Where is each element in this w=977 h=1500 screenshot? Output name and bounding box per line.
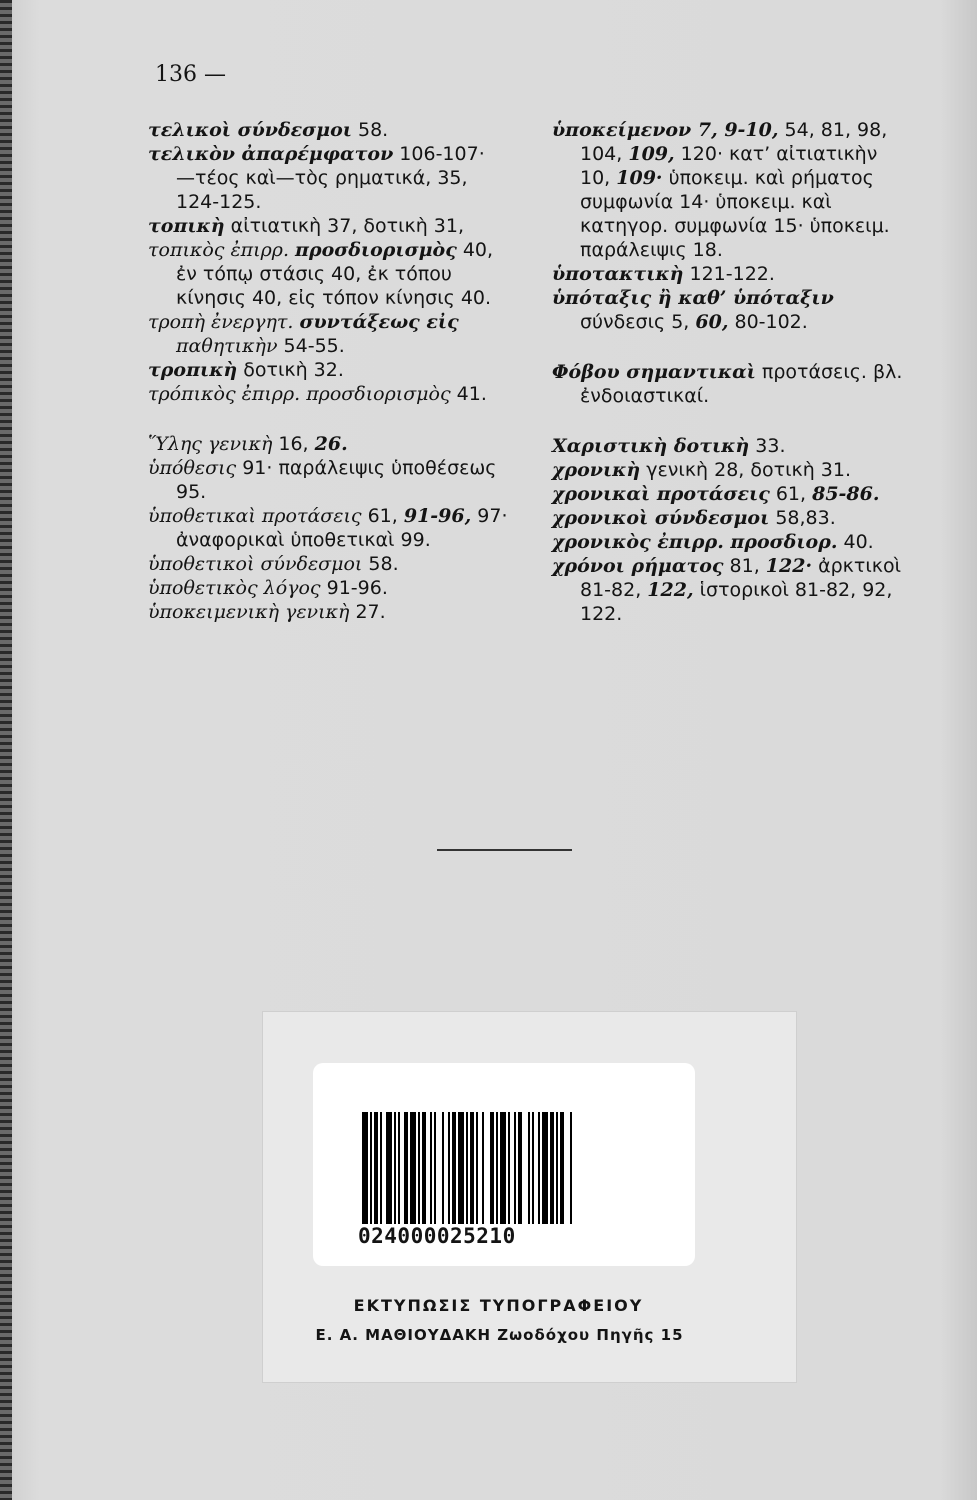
entry-term: τροπικὴ [148, 359, 238, 381]
index-entry [552, 286, 912, 334]
entry-term: ὑποθετικαὶ προτάσεις [148, 505, 362, 527]
entry-term-bold: συντάξεως εἰς [299, 311, 459, 333]
barcode-bar [452, 1112, 456, 1224]
entry-term: τελικὸν ἀπαρέμφατον [148, 143, 394, 165]
index-entry [552, 506, 912, 530]
entry-refs: 27. [349, 601, 386, 623]
entry-refs: 91· παράλειψις ὑποθέσεως 95. [176, 457, 497, 503]
entry-refs: 120· κατ’ αἰτιατικὴν 10, [580, 143, 878, 189]
entry-term: χρονικὸς ἐπιρρ. προσδιορ. [552, 531, 838, 553]
barcode-bar [500, 1112, 506, 1224]
entry-refs-bold: 85-86. [812, 483, 880, 505]
barcode-bar [514, 1112, 516, 1224]
entry-refs: 54, 81, 98, 104, [580, 119, 888, 165]
entry-term: τοπικὸς ἐπιρρ. [148, 239, 296, 261]
entry-refs: ἀρκτικοὶ 81-82, [580, 555, 902, 601]
entry-refs: 61, [769, 483, 813, 505]
index-entry [552, 458, 912, 482]
entry-refs: 121-122. [683, 263, 775, 285]
entry-refs: 40, ἐν τόπῳ στάσις 40, ἐκ τόπου κίνησις 40, εἰς τόπον κίνησις 40. [176, 239, 494, 309]
entry-refs: 106-107· —τέος καὶ—τὸς ρηματικά, 35, 124-125. [176, 143, 485, 213]
barcode-bar [404, 1112, 408, 1224]
index-entry [148, 576, 508, 600]
index-column-right [552, 118, 912, 626]
barcode-bar [496, 1112, 498, 1224]
entry-refs: 41. [450, 383, 487, 405]
entry-refs: 81, [723, 555, 766, 577]
barcode-bar [560, 1112, 564, 1224]
index-entry [552, 530, 912, 554]
entry-refs: 33. [749, 435, 786, 457]
entry-term: Ὕλης γενικὴ [148, 433, 273, 455]
barcode-digits: 024000025210 [358, 1224, 516, 1248]
entry-refs: ἱστορικοὶ 81-82, 92, 122. [580, 579, 893, 625]
entry-term: ὑποκειμενικὴ γενικὴ [148, 601, 350, 623]
barcode-bar [532, 1112, 534, 1224]
barcode-bar [570, 1112, 572, 1224]
barcode-bar [370, 1112, 372, 1224]
index-entry [148, 504, 508, 552]
entry-refs: αἰτιατικὴ 37, δοτικὴ 31, [224, 215, 465, 237]
barcode-icon [358, 1112, 652, 1224]
entry-term: ὑπόθεσις [148, 457, 237, 479]
page-number: 136 — [155, 62, 226, 87]
index-entry [148, 382, 508, 406]
barcode-bar [374, 1112, 378, 1224]
barcode-bar [422, 1112, 426, 1224]
entry-term: χρονικαὶ προτάσεις [552, 483, 770, 505]
entry-term: ὑποτακτικὴ [552, 263, 684, 285]
entry-term: Χαριστικὴ δοτικὴ [552, 435, 750, 457]
entry-refs: δοτικὴ 32. [237, 359, 344, 381]
index-entry [148, 600, 508, 624]
barcode-bar [550, 1112, 554, 1224]
entry-term: παθητικὴν [176, 335, 278, 357]
entry-refs: 40. [837, 531, 874, 553]
index-entry [552, 482, 912, 506]
barcode-bar [442, 1112, 444, 1224]
index-entry [552, 360, 912, 408]
barcode-bar [430, 1112, 432, 1224]
entry-refs: 61, [361, 505, 404, 527]
entry-term: χρονικοὶ σύνδεσμοι [552, 507, 770, 529]
entry-term: ὑποθετικὸς λόγος [148, 577, 321, 599]
entry-term: ὑποθετικοὶ σύνδεσμοι [148, 553, 363, 575]
entry-refs-bold: 122, [647, 579, 694, 601]
end-rule [437, 849, 572, 851]
entry-term: τροπὴ ἐνεργητ. [148, 311, 300, 333]
barcode-bar [458, 1112, 464, 1224]
index-entry [148, 456, 508, 504]
entry-term: χρόνοι ρήματος [552, 555, 724, 577]
printer-line-2: Ε. Α. ΜΑΘΙΟΥΔΑΚΗ Ζωοδόχου Πηγῆς 15 [315, 1326, 684, 1344]
entry-refs-bold: 109, [628, 143, 675, 165]
barcode-bar [476, 1112, 478, 1224]
barcode-bar [490, 1112, 494, 1224]
entry-refs: 58. [351, 119, 389, 141]
index-column-left [148, 118, 508, 624]
entry-term: τελικοὶ σύνδεσμοι [148, 119, 352, 141]
barcode-bar [394, 1112, 396, 1224]
barcode-bar [518, 1112, 522, 1224]
barcode-bar [528, 1112, 530, 1224]
barcode-bar [386, 1112, 392, 1224]
entry-term: ὑποκείμενον [552, 119, 692, 141]
entry-term-bold: προσδιορισμὸς [295, 239, 457, 261]
entry-refs-bold: 122· [765, 555, 813, 577]
barcode-bar [556, 1112, 558, 1224]
entry-refs-bold: 60, [695, 311, 729, 333]
entry-refs: 58. [362, 553, 399, 575]
printer-line-1: ΕΚΤΥΠΩΣΙΣ ΤΥΠΟΓΡΑΦΕΙΟΥ [353, 1296, 644, 1315]
barcode-bar [434, 1112, 436, 1224]
entry-refs-bold: 26. [314, 433, 348, 455]
entry-refs: 54-55. [277, 335, 345, 357]
entry-refs: προτάσεις. βλ. ἐνδοιαστικαί. [580, 361, 903, 407]
index-entry [552, 554, 912, 626]
page-binding-edge [0, 0, 12, 1500]
index-entry [148, 214, 508, 238]
entry-refs: σύνδεσις 5, [580, 311, 696, 333]
entry-refs: γενικὴ 28, δοτικὴ 31. [640, 459, 851, 481]
entry-term: Φόβου σημαντικαὶ [552, 361, 756, 383]
barcode-bar [362, 1112, 368, 1224]
barcode-bar [470, 1112, 474, 1224]
barcode-bar [448, 1112, 450, 1224]
barcode-bar [380, 1112, 382, 1224]
entry-refs: 58,83. [769, 507, 836, 529]
index-entry [148, 118, 508, 142]
index-entry [552, 262, 912, 286]
entry-term: χρονικὴ [552, 459, 641, 481]
entry-term: τοπικὴ [148, 215, 225, 237]
entry-refs: 80-102. [728, 311, 808, 333]
index-entry [148, 358, 508, 382]
barcode-bar [538, 1112, 540, 1224]
entry-refs: 91-96. [320, 577, 388, 599]
entry-refs-bold: 91-96, [403, 505, 472, 527]
index-entry [148, 142, 508, 214]
entry-term: τρόπικὸς ἐπιρρ. προσδιορισμὸς [148, 383, 451, 405]
barcode-bar [410, 1112, 416, 1224]
index-entry [148, 310, 508, 358]
index-entry [148, 238, 508, 310]
entry-refs: 97· ἀναφορικαὶ ὑποθετικαὶ 99. [176, 505, 508, 551]
entry-refs: ὑποκειμ. καὶ ρήματος συμφωνία 14· ὑποκειμ. καὶ κατηγορ. συμφωνία 15· ὑποκειμ. παράλειψις 18. [580, 167, 890, 261]
index-entry [148, 432, 508, 456]
entry-refs-bold: 109· [616, 167, 663, 189]
barcode-bar [508, 1112, 510, 1224]
entry-term: ὑπόταξις ἢ καθ’ ὑπόταξιν [552, 287, 834, 309]
index-entry [148, 552, 508, 576]
entry-refs-bold: 7, 9-10, [691, 119, 779, 141]
barcode-bar [418, 1112, 420, 1224]
barcode-bar [542, 1112, 548, 1224]
barcode-bar [398, 1112, 400, 1224]
index-entry [552, 434, 912, 458]
entry-refs: 16, [272, 433, 315, 455]
index-entry [552, 118, 912, 262]
barcode-bar [466, 1112, 468, 1224]
barcode-bar [482, 1112, 484, 1224]
